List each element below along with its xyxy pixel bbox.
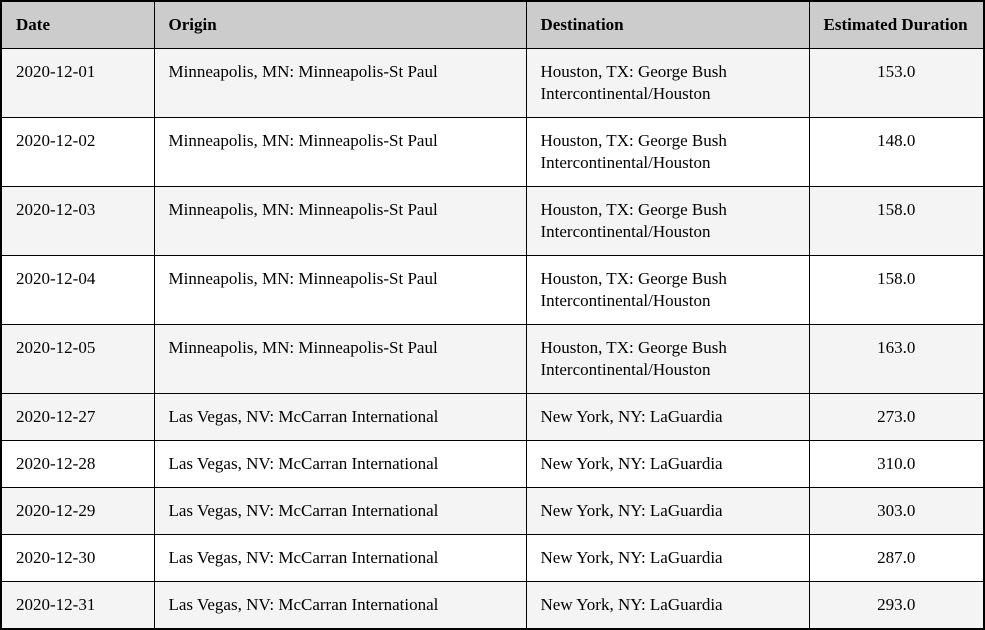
duration-cell: 153.0: [809, 49, 984, 118]
destination-cell: Houston, TX: George Bush Intercontinental/Houston: [526, 256, 809, 325]
duration-cell: 158.0: [809, 256, 984, 325]
duration-cell: 273.0: [809, 394, 984, 441]
column-header-origin: Origin: [154, 1, 526, 49]
table-row: [1, 394, 984, 441]
table-row: [1, 535, 984, 582]
column-header-destination: Destination: [526, 1, 809, 49]
origin-cell: Las Vegas, NV: McCarran International: [154, 394, 526, 441]
duration-cell: 303.0: [809, 488, 984, 535]
origin-cell: Las Vegas, NV: McCarran International: [154, 488, 526, 535]
table-row: [1, 118, 984, 187]
origin-cell: Minneapolis, MN: Minneapolis-St Paul: [154, 325, 526, 394]
duration-cell: 163.0: [809, 325, 984, 394]
table-row: [1, 187, 984, 256]
date-cell: 2020-12-27: [1, 394, 154, 441]
date-cell: 2020-12-02: [1, 118, 154, 187]
duration-cell: 287.0: [809, 535, 984, 582]
table-row: [1, 49, 984, 118]
date-cell: 2020-12-05: [1, 325, 154, 394]
table-header: [1, 1, 984, 49]
table-row: [1, 488, 984, 535]
destination-cell: New York, NY: LaGuardia: [526, 441, 809, 488]
table-row: [1, 582, 984, 630]
table-row: [1, 441, 984, 488]
header-row: [1, 1, 984, 49]
duration-cell: 148.0: [809, 118, 984, 187]
destination-cell: Houston, TX: George Bush Intercontinental/Houston: [526, 49, 809, 118]
date-cell: 2020-12-30: [1, 535, 154, 582]
column-header-date: Date: [1, 1, 154, 49]
origin-cell: Las Vegas, NV: McCarran International: [154, 582, 526, 630]
destination-cell: New York, NY: LaGuardia: [526, 535, 809, 582]
origin-cell: Minneapolis, MN: Minneapolis-St Paul: [154, 49, 526, 118]
origin-cell: Las Vegas, NV: McCarran International: [154, 535, 526, 582]
destination-cell: Houston, TX: George Bush Intercontinental/Houston: [526, 118, 809, 187]
destination-cell: New York, NY: LaGuardia: [526, 394, 809, 441]
date-cell: 2020-12-04: [1, 256, 154, 325]
date-cell: 2020-12-03: [1, 187, 154, 256]
date-cell: 2020-12-31: [1, 582, 154, 630]
duration-cell: 310.0: [809, 441, 984, 488]
date-cell: 2020-12-28: [1, 441, 154, 488]
origin-cell: Minneapolis, MN: Minneapolis-St Paul: [154, 118, 526, 187]
duration-cell: 293.0: [809, 582, 984, 630]
table-body: [1, 49, 984, 630]
date-cell: 2020-12-29: [1, 488, 154, 535]
destination-cell: New York, NY: LaGuardia: [526, 582, 809, 630]
origin-cell: Las Vegas, NV: McCarran International: [154, 441, 526, 488]
destination-cell: Houston, TX: George Bush Intercontinental/Houston: [526, 187, 809, 256]
table-row: [1, 325, 984, 394]
destination-cell: New York, NY: LaGuardia: [526, 488, 809, 535]
column-header-estimated-duration: Estimated Duration: [809, 1, 984, 49]
date-cell: 2020-12-01: [1, 49, 154, 118]
destination-cell: Houston, TX: George Bush Intercontinental/Houston: [526, 325, 809, 394]
origin-cell: Minneapolis, MN: Minneapolis-St Paul: [154, 187, 526, 256]
table-row: [1, 256, 984, 325]
origin-cell: Minneapolis, MN: Minneapolis-St Paul: [154, 256, 526, 325]
duration-cell: 158.0: [809, 187, 984, 256]
